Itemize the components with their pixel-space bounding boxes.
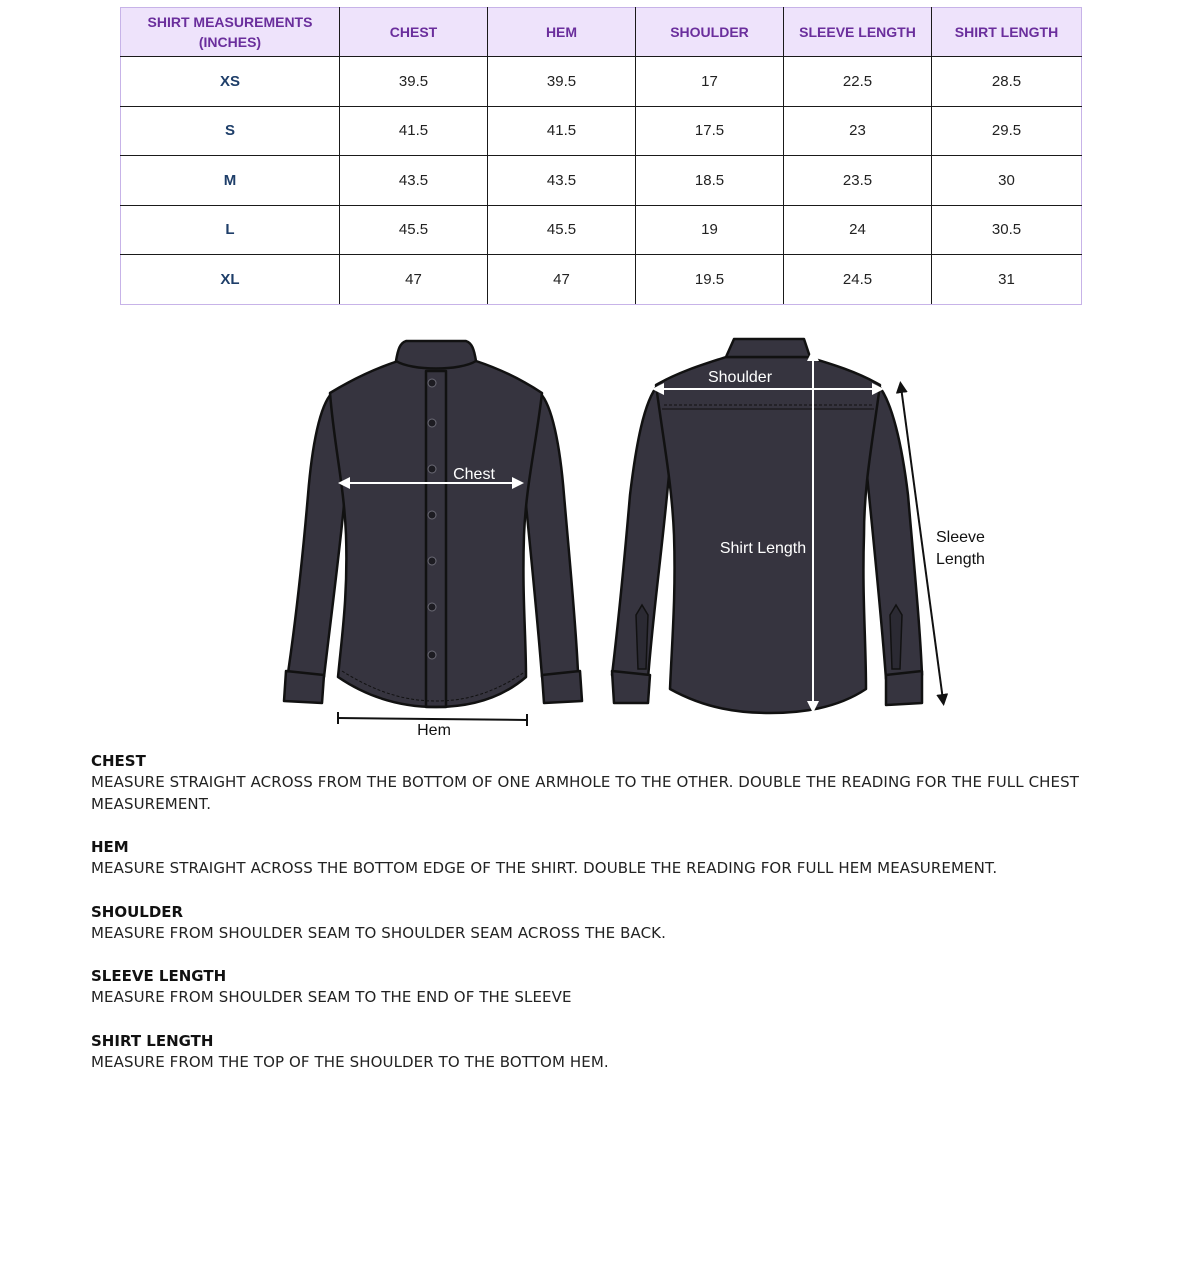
definition-description: MEASURE FROM SHOULDER SEAM TO THE END OF THE SLEEVE	[91, 988, 572, 1006]
hem-label: Hem	[417, 722, 451, 739]
shirt-length-cell: 30	[932, 156, 1082, 206]
sleeve-length-cell: 24.5	[784, 255, 932, 305]
table-row	[121, 205, 1082, 255]
hem-cell: 43.5	[488, 156, 636, 206]
shoulder-cell: 19.5	[636, 255, 784, 305]
definition-description: MEASURE STRAIGHT ACROSS THE BOTTOM EDGE OF THE SHIRT. DOUBLE THE READING FOR FULL HEM MEASUREMENT.	[91, 859, 998, 877]
definition-term: SHIRT LENGTH	[91, 1031, 214, 1050]
definition-shirt-length	[91, 1031, 1101, 1074]
sleeve-length-cell: 23	[784, 106, 932, 156]
chest-cell: 43.5	[340, 156, 488, 206]
shirt-length-label: Shirt Length	[719, 540, 807, 557]
definition-chest	[91, 751, 1101, 815]
size-cell: XS	[121, 57, 340, 107]
definition-term: HEM	[91, 838, 129, 856]
table-header-row	[121, 8, 1082, 57]
measurement-definitions	[91, 751, 1101, 1095]
header-chest: CHEST	[340, 8, 488, 57]
sleeve-length-label-line2: Length	[936, 551, 985, 568]
shoulder-cell: 19	[636, 205, 784, 255]
size-cell: L	[121, 205, 340, 255]
table-row	[121, 255, 1082, 305]
hem-cell: 39.5	[488, 57, 636, 107]
shoulder-label: Shoulder	[707, 369, 773, 386]
sleeve-length-cell: 24	[784, 205, 932, 255]
shoulder-cell: 17.5	[636, 106, 784, 156]
header-shoulder: SHOULDER	[636, 8, 784, 57]
definition-shoulder	[91, 902, 1101, 945]
definition-description: MEASURE FROM THE TOP OF THE SHOULDER TO THE BOTTOM HEM.	[91, 1052, 609, 1071]
hem-cell: 45.5	[488, 205, 636, 255]
header-hem: HEM	[488, 8, 636, 57]
size-cell: M	[121, 156, 340, 206]
size-cell: S	[121, 106, 340, 156]
sleeve-length-cell: 22.5	[784, 57, 932, 107]
definition-description: MEASURE FROM SHOULDER SEAM TO SHOULDER SEAM ACROSS THE BACK.	[91, 923, 666, 942]
definition-term: SHOULDER	[91, 902, 184, 921]
hem-cell: 41.5	[488, 106, 636, 156]
chest-cell: 39.5	[340, 57, 488, 107]
shirt-length-cell: 28.5	[932, 57, 1082, 107]
header-sleeve-length: SLEEVE LENGTH	[784, 8, 932, 57]
shirt-length-cell: 29.5	[932, 106, 1082, 156]
chest-cell: 41.5	[340, 106, 488, 156]
table-row	[121, 106, 1082, 156]
sleeve-length-label-line1: Sleeve	[936, 529, 985, 546]
shirt-length-cell: 31	[932, 255, 1082, 305]
chest-cell: 45.5	[340, 205, 488, 255]
shoulder-cell: 18.5	[636, 156, 784, 206]
chest-cell: 47	[340, 255, 488, 305]
size-chart-table	[120, 7, 1082, 305]
definition-description: MEASURE STRAIGHT ACROSS FROM THE BOTTOM OF ONE ARMHOLE TO THE OTHER. DOUBLE THE READING FOR THE FULL CHEST MEASUREMENT.	[91, 773, 1079, 813]
shoulder-cell: 17	[636, 57, 784, 107]
size-cell: XL	[121, 255, 340, 305]
header-shirt-measurements: SHIRT MEASUREMENTS (INCHES)	[121, 8, 340, 57]
hem-cell: 47	[488, 255, 636, 305]
definition-sleeve-length	[91, 966, 1101, 1009]
sleeve-length-cell: 23.5	[784, 156, 932, 206]
table-row	[121, 57, 1082, 107]
back-shirt-illustration	[612, 339, 922, 713]
shirt-measurement-diagram	[260, 305, 985, 745]
shirt-length-cell: 30.5	[932, 205, 1082, 255]
definition-hem	[91, 837, 1101, 880]
definition-term: CHEST	[91, 752, 146, 770]
definition-term: SLEEVE LENGTH	[91, 967, 227, 985]
table-row	[121, 156, 1082, 206]
header-shirt-length: SHIRT LENGTH	[932, 8, 1082, 57]
chest-label: Chest	[453, 466, 495, 483]
